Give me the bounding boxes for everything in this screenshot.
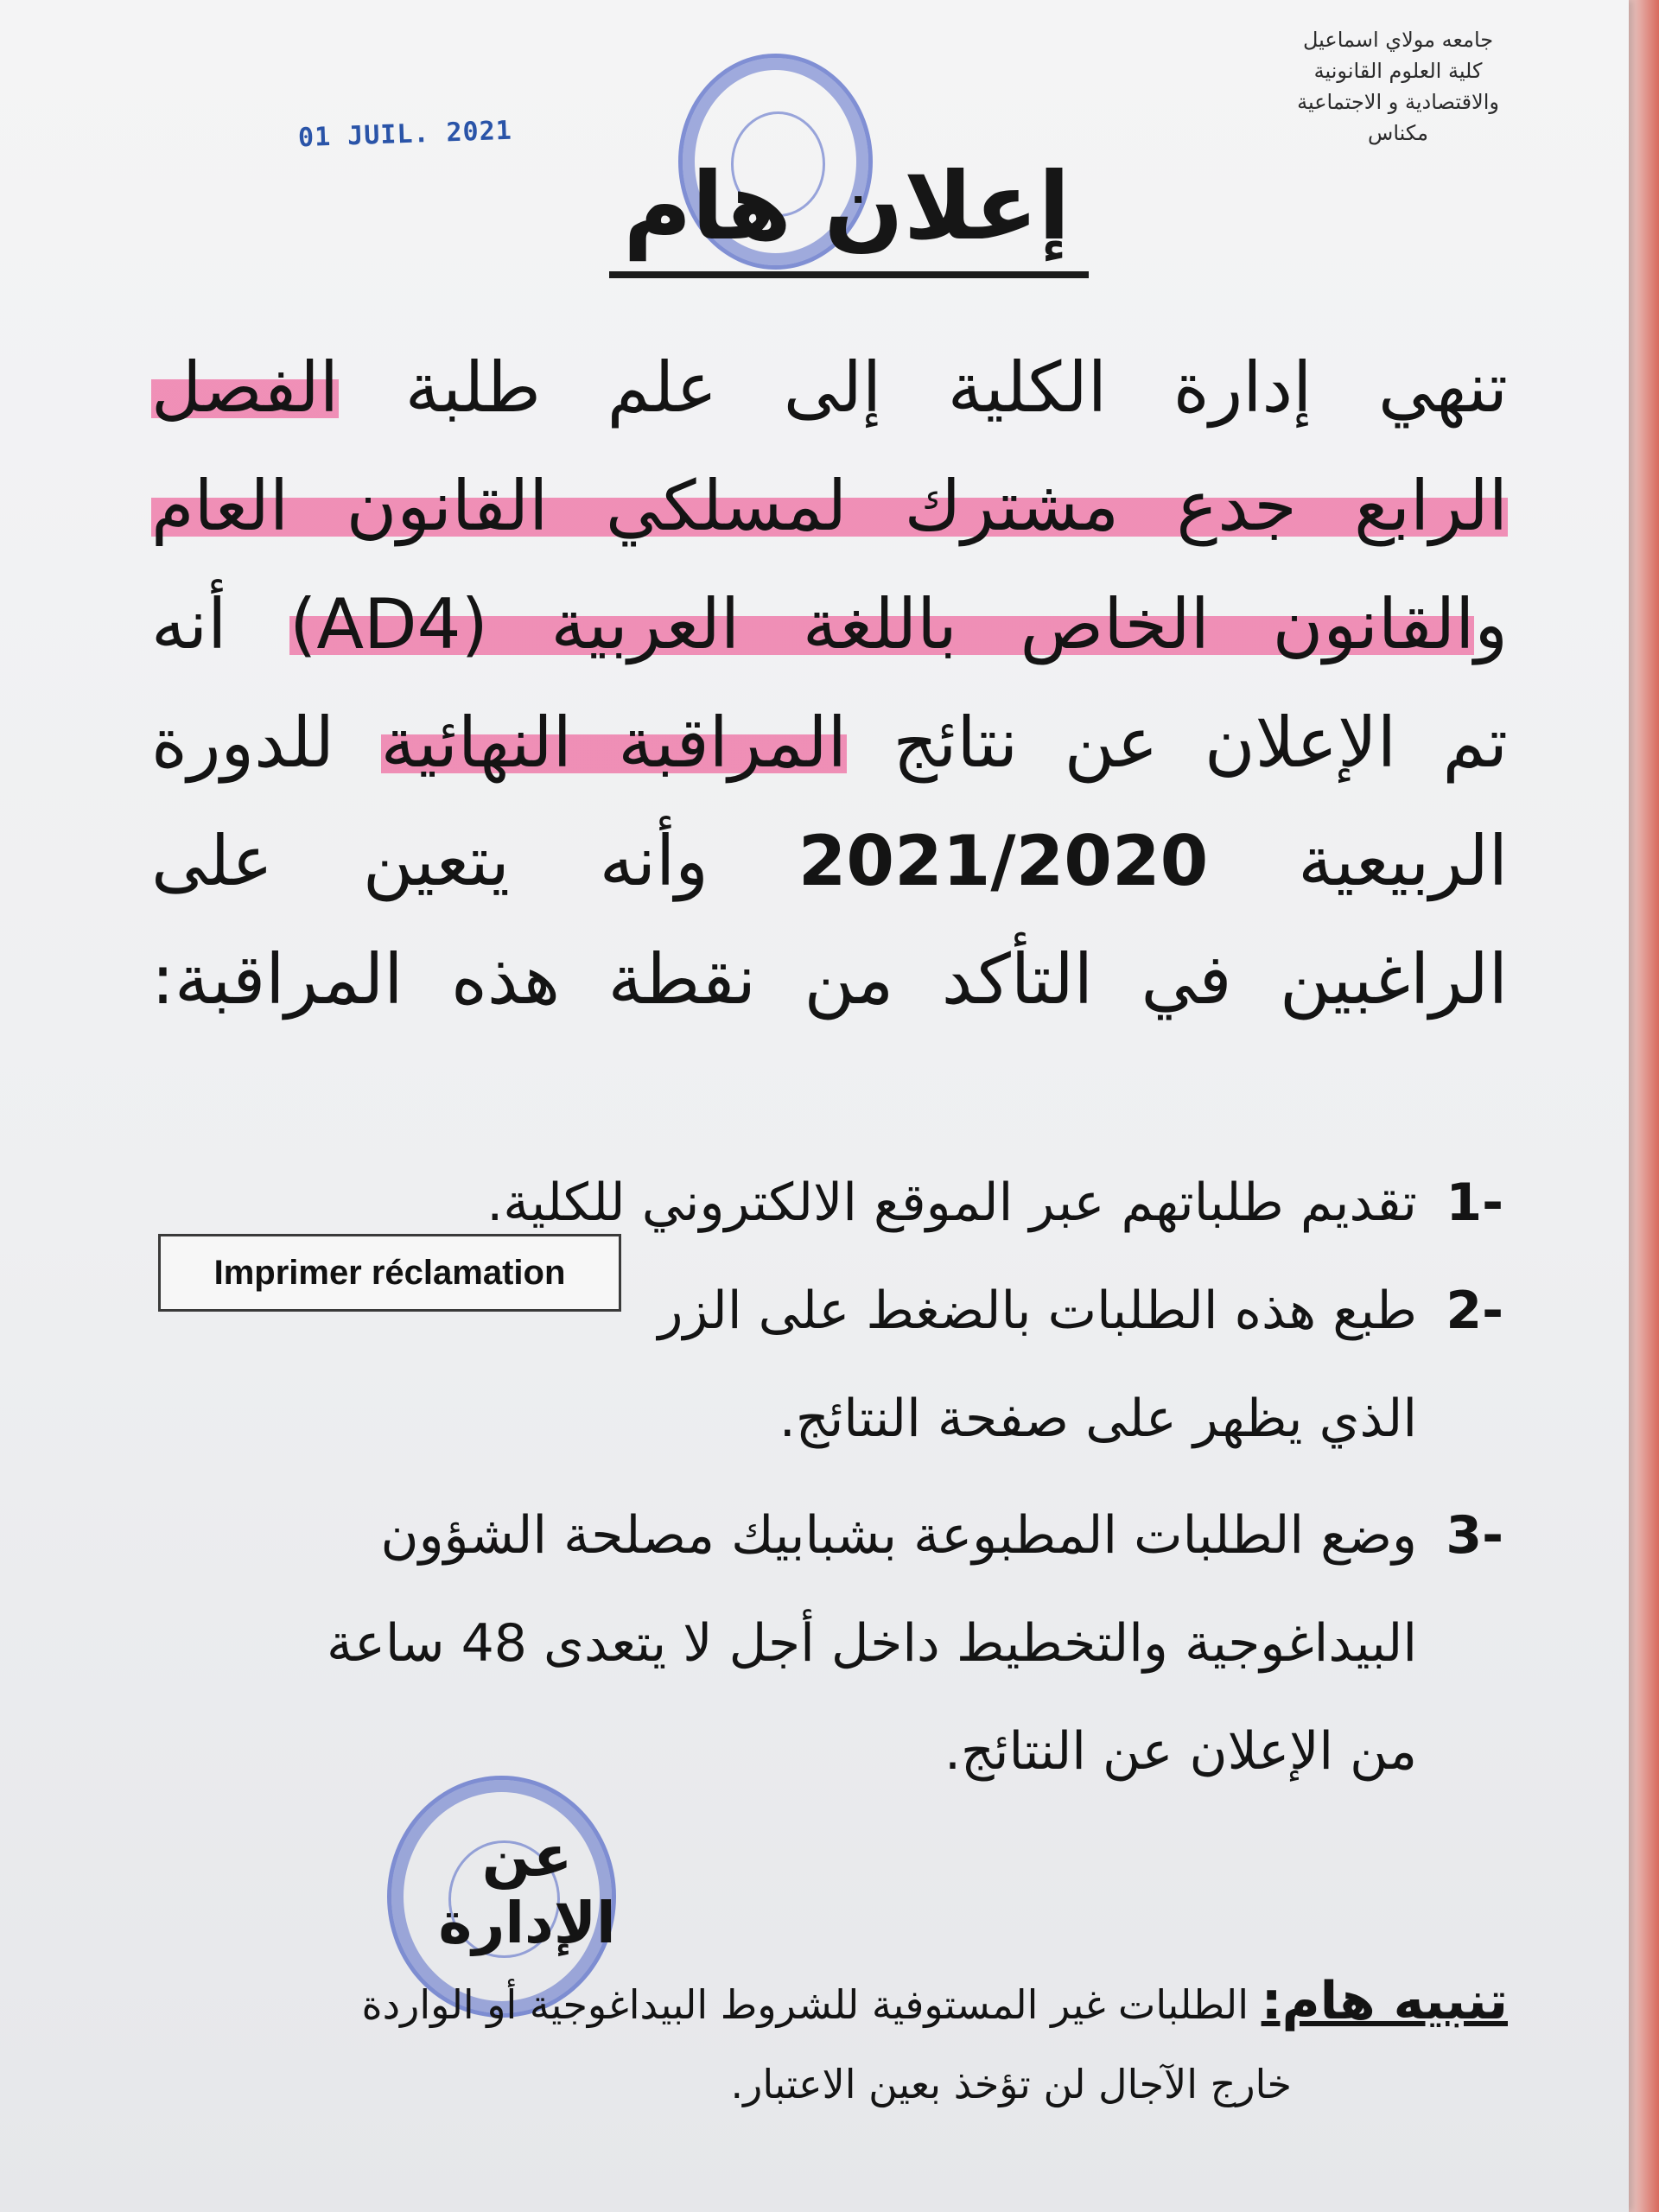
body-line-4 [151,683,1508,802]
list-item [95,1590,1503,1698]
body-text: وأنه يتعين على [151,821,798,901]
institution-line-4: مكناس [1368,121,1429,145]
institution-line-3: والاقتصادية و الاجتماعية [1297,90,1499,114]
academic-year: 2021/2020 [798,821,1209,901]
list-item-content [95,1482,1503,1590]
body-text: الراغبين في التأكد من نقطة هذه المراقبة: [151,939,1508,1020]
announcement-body [151,328,1508,1039]
body-text: و [1474,584,1509,664]
body-text: تم الإعلان عن نتائج [846,702,1508,783]
imprimer-reclamation-button-label: Imprimer réclamation [158,1234,621,1312]
body-line-5 [151,802,1508,920]
date-stamp: 01 JUIL. 2021 [297,115,513,154]
list-item-text: تقديم طلباتهم عبر الموقع الالكتروني للكلية. [486,1173,1417,1233]
title-underline [609,271,1089,278]
institution-line-1: جامعه مولاي اسماعيل [1302,28,1494,52]
list-item-text: طبع هذه الطلبات بالضغط على الزر [658,1281,1417,1341]
list-item [95,1365,1503,1473]
notice-label: تنبيه هام: [1261,1971,1508,2031]
important-notice [151,1961,1508,2124]
page-title: إعلان هام [623,153,1071,261]
list-item [95,1482,1503,1590]
body-line-3 [151,565,1508,683]
list-item-number: -3 [1446,1505,1503,1566]
body-text: للدورة [151,702,381,783]
highlighted-text: القانون الخاص باللغة العربية (AD4) [289,584,1475,664]
highlighted-text: المراقبة النهائية [380,702,847,783]
list-item-continuation: الذي يظهر على صفحة النتائج. [779,1389,1417,1449]
list-item-text: وضع الطلبات المطبوعة بشبابيك مصلحة الشؤون [380,1505,1417,1566]
signature-administration: عن الإدارة [438,1823,616,1956]
highlighted-text: الرابع جدع مشترك لمسلكي القانون العام [151,466,1508,546]
list-item-continuation: من الإعلان عن النتائج. [944,1721,1417,1782]
body-text: الربيعية [1208,821,1509,901]
body-text: أنه [151,584,290,664]
body-line-2 [151,447,1508,565]
list-item-continuation: البيداغوجية والتخطيط داخل أجل لا يتعدى 48 ساعة [326,1613,1417,1674]
notice-text: الطلبات غير المستوفية للشروط البيداغوجية أو الواردة [361,1981,1249,2028]
list-item-number: -1 [1446,1173,1503,1233]
highlighted-text: الفصل [151,347,340,428]
list-item-number: -2 [1446,1281,1503,1341]
list-item [95,1698,1503,1806]
institution-header [1297,24,1499,149]
body-text: تنهي إدارة الكلية إلى علم طلبة [339,347,1508,428]
body-line-6 [151,920,1508,1039]
institution-line-2: كلية العلوم القانونية [1313,59,1483,83]
body-line-1 [151,328,1508,447]
notice-text-continued: خارج الآجال لن تؤخذ بعين الاعتبار. [730,2061,1292,2107]
